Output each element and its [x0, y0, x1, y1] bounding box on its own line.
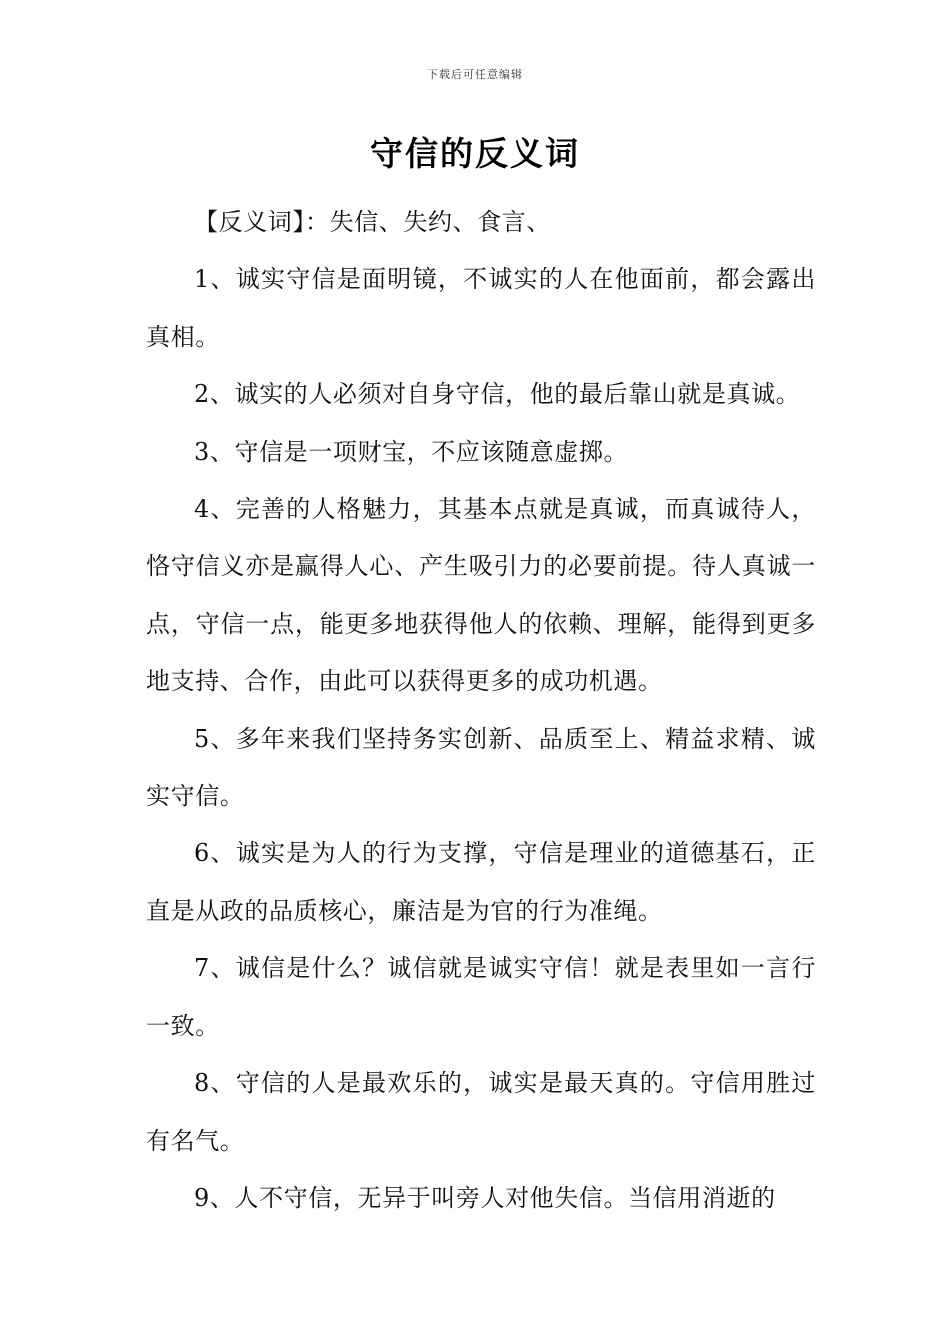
- paragraph-8: 8、守信的人是最欢乐的，诚实是最天真的。守信用胜过有名气。: [146, 1069, 816, 1155]
- paragraph-9: 9、人不守信，无异于叫旁人对他失信。当信用消逝的: [194, 1183, 776, 1212]
- paragraph-1: 1、诚实守信是面明镜，不诚实的人在他面前，都会露出真相。: [146, 265, 816, 351]
- paragraph-6: 6、诚实是为人的行为支撑，守信是理业的道德基石，正直是从政的品质核心，廉洁是为官的行为准绳。: [146, 839, 816, 925]
- paragraph-5: 5、多年来我们坚持务实创新、品质至上、精益求精、诚实守信。: [146, 724, 816, 811]
- paragraph-3: 3、守信是一项财宝，不应该随意虚掷。: [194, 437, 629, 466]
- header-note: 下载后可任意编辑: [427, 68, 523, 81]
- document-title: 守信的反义词: [370, 134, 580, 173]
- paragraph-7: 7、诚信是什么？诚信就是诚实守信！就是表里如一言行一致。: [146, 954, 816, 1040]
- paragraph-2: 2、诚实的人必须对自身守信，他的最后靠山就是真诚。: [194, 380, 801, 409]
- document-body: [146, 194, 816, 1227]
- antonym-line: 【反义词】：失信、失约、食言、: [194, 208, 551, 236]
- paragraph-4: 4、完善的人格魅力，其基本点就是真诚，而真诚待人，恪守信义亦是赢得人心、产生吸引力的必要前提。待人真诚一点，守信一点，能更多地获得他人的依赖、理解，能得到更多地支持、合作，由此可以获得更多的成功机遇。: [146, 495, 816, 696]
